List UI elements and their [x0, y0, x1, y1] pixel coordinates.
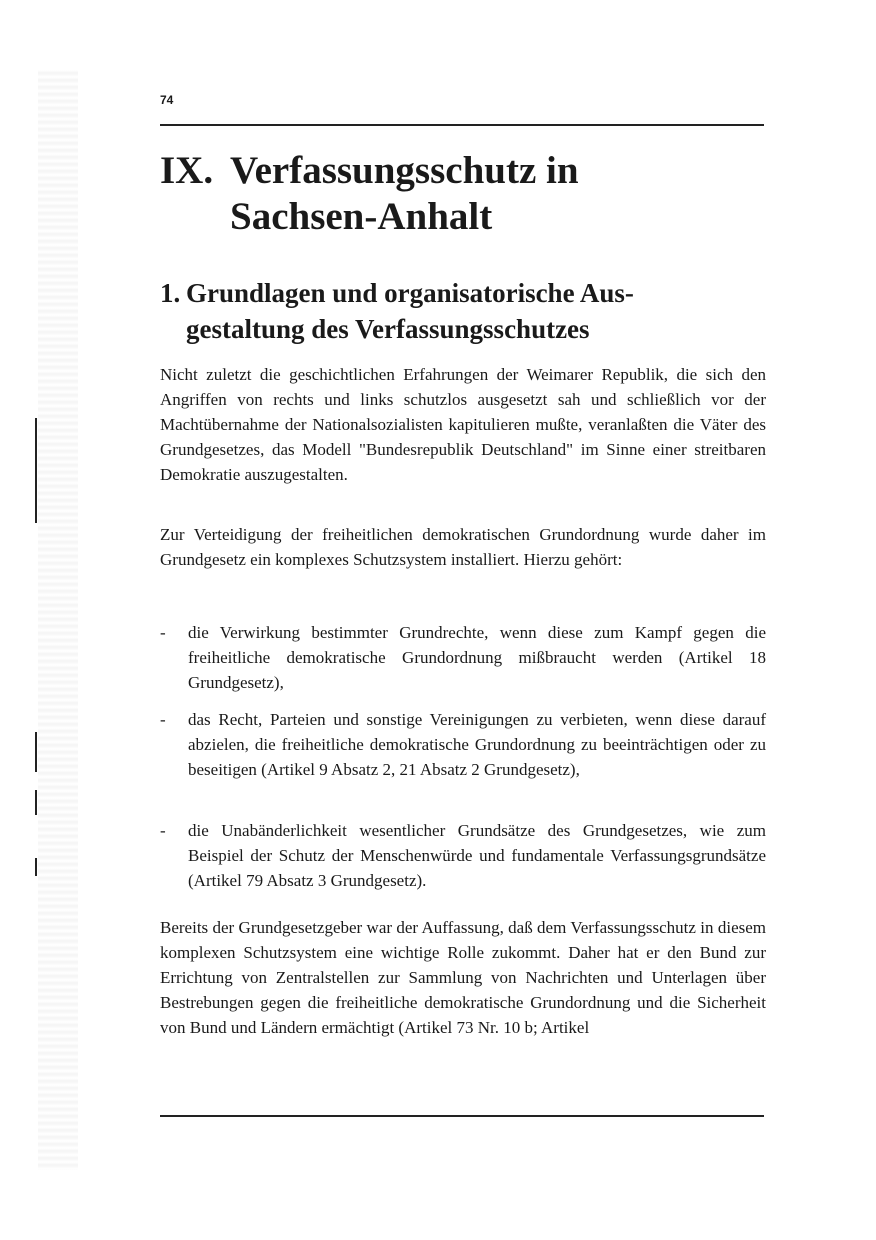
section-title [160, 275, 770, 347]
margin-bar [35, 858, 37, 876]
footer-rule [160, 1115, 764, 1117]
page-number: 74 [160, 93, 174, 107]
list-item-3 [160, 818, 766, 893]
margin-bar [35, 418, 37, 523]
list-item-2 [160, 707, 766, 782]
margin-bar [35, 790, 37, 815]
chapter-title [160, 148, 760, 240]
list-dash: - [160, 710, 166, 729]
section-number: 1. [160, 278, 181, 308]
header-rule [160, 124, 764, 126]
paragraph-3: Bereits der Grundgesetzgeber war der Auffassung, daß dem Verfassungsschutz in diesem komplexen Schutzsystem eine wichtige Rolle zukommt. Daher hat er den Bund zur Errichtung von Zentralstellen zur Sammlung von Nachrichten und Unterlagen über Bestrebungen gegen die freiheitliche demokratische Grundordnung und die Sicherheit von Bund und Ländern ermächtigt (Artikel 73 Nr. 10 b; Artikel [160, 918, 766, 1037]
list-dash: - [160, 821, 166, 840]
paragraph-2: Zur Verteidigung der freiheitlichen demokratischen Grundordnung wurde daher im Grundgesetz ein komplexes Schutzsystem installiert. Hierzu gehört: [160, 525, 766, 569]
list-item-text: die Unabänderlichkeit wesentlicher Grundsätze des Grundgesetzes, wie zum Beispiel der Schutz der Menschenwürde und fundamentale Verfassungsgrundsätze (Artikel 79 Absatz 3 Grundgesetz). [188, 821, 766, 890]
margin-bar [35, 732, 37, 772]
list-item-text: die Verwirkung bestimmter Grundrechte, wenn diese zum Kampf gegen die freiheitliche demokratische Grundordnung mißbraucht werden (Artikel 18 Grundgesetz), [188, 623, 766, 692]
scan-edge-noise [38, 70, 78, 1170]
list-dash: - [160, 623, 166, 642]
chapter-number: IX. [160, 149, 214, 192]
list-item-text: das Recht, Parteien und sonstige Vereinigungen zu verbieten, wenn diese darauf abzielen, die freiheitliche demokratische Grundordnung zu beeinträchtigen oder zu beseitigen (Artikel 9 Absatz 2, 21 Absatz 2 Grundgesetz), [188, 710, 766, 779]
chapter-title-line-1: Verfassungsschutz in [230, 149, 579, 192]
list-item-1 [160, 620, 766, 695]
section-title-line-2: gestaltung des Verfassungsschutzes [186, 314, 590, 344]
section-title-line-1: Grundlagen und organisatorische Aus- [186, 278, 634, 308]
chapter-title-line-2: Sachsen-Anhalt [230, 195, 493, 238]
paragraph-1: Nicht zuletzt die geschichtlichen Erfahrungen der Weimarer Republik, die sich den Angriffen von rechts und links schutzlos ausgesetzt sah und schließlich vor der Machtübernahme der Nationalsozialisten kapitulieren mußte, veranlaßten die Väter des Grundgesetzes, das Modell "Bundesrepublik Deutschland" im Sinne einer streitbaren Demokratie auszugestalten. [160, 365, 766, 484]
